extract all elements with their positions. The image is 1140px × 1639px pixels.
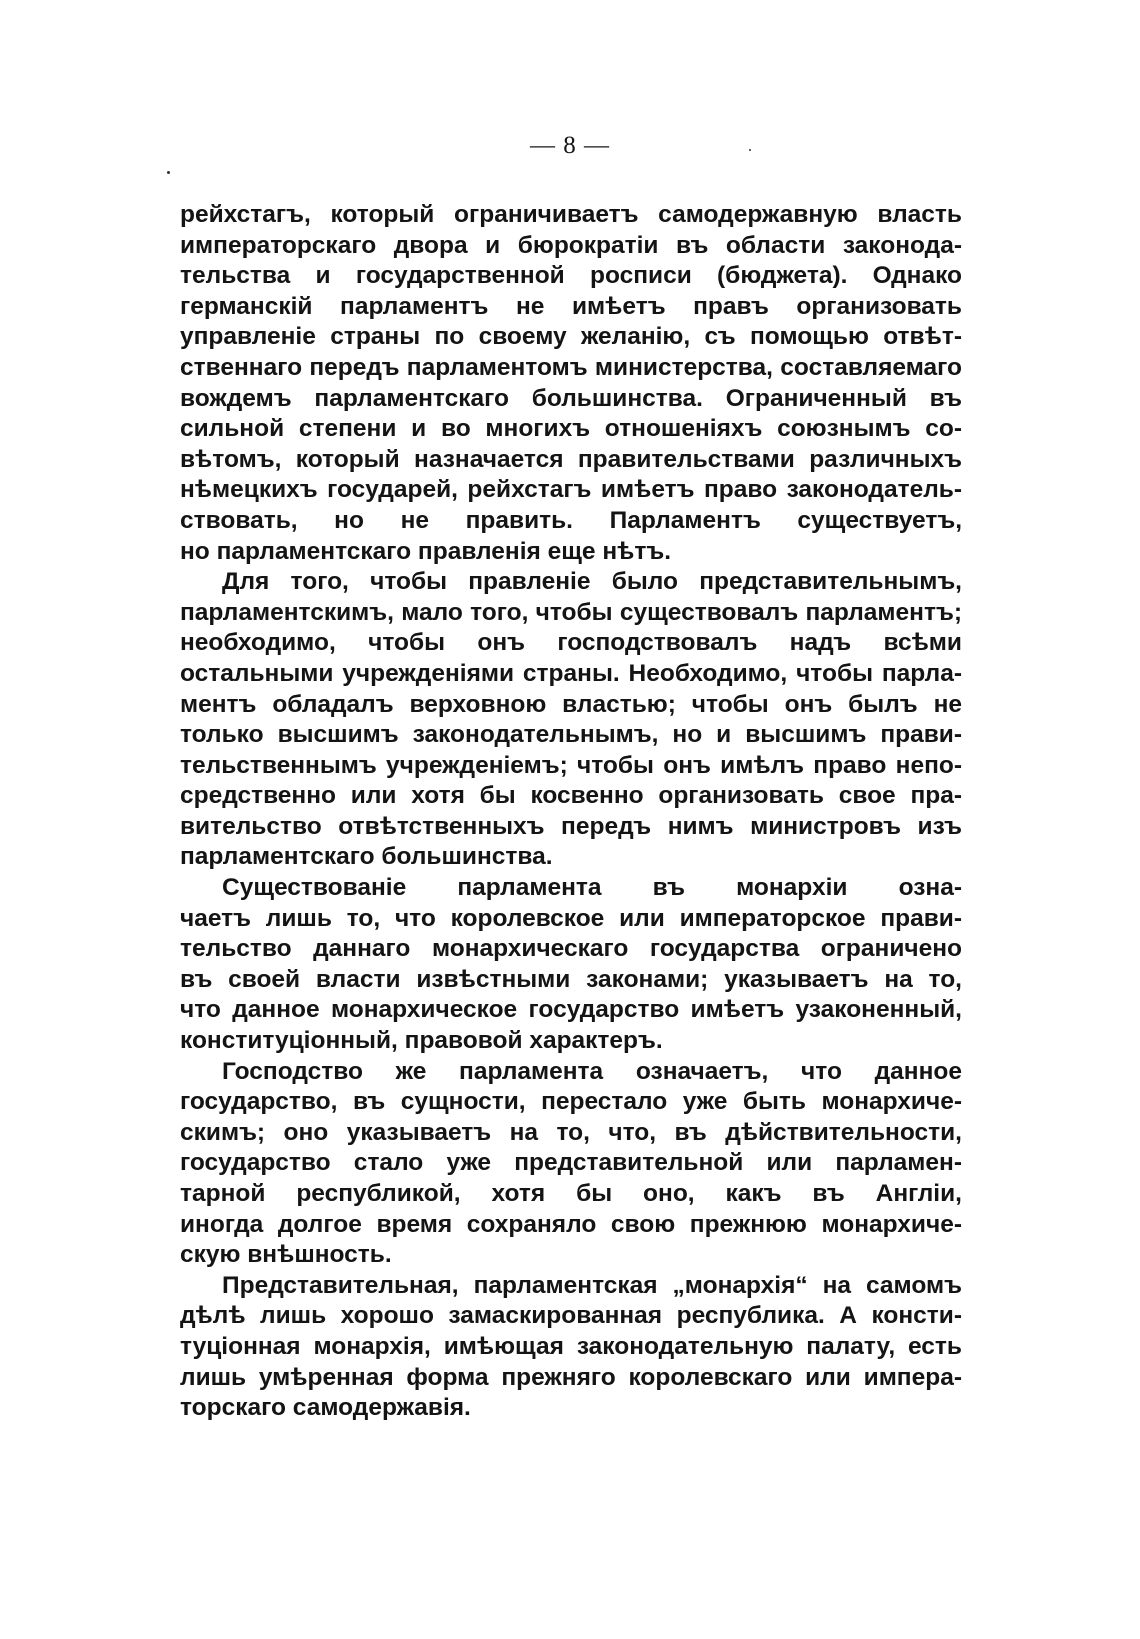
text-line: но парламентскаго правленія еще нѣтъ. bbox=[180, 537, 672, 565]
paragraph bbox=[180, 1271, 962, 1424]
text-line: германскій парламентъ не имѣетъ правъ организовать bbox=[180, 292, 962, 320]
text-line: сильной степени и во многихъ отношеніяхъ союзнымъ со- bbox=[180, 415, 962, 443]
text-line: остальными учрежденіями страны. Необходимо, чтобы парла- bbox=[180, 659, 962, 687]
text-line: государство, въ сущности, перестало уже быть монархиче- bbox=[180, 1088, 962, 1116]
text-line: Существованіе парламента въ монархіи озна- bbox=[222, 874, 962, 902]
text-line: ственнаго передъ парламентомъ министерства, составляемаго bbox=[180, 353, 962, 381]
text-line: Представительная, парламентская „монархія“ на самомъ bbox=[222, 1271, 962, 1299]
text-line: вительство отвѣтственныхъ передъ нимъ министровъ изъ bbox=[180, 812, 962, 840]
paragraph bbox=[180, 873, 962, 1057]
body-text bbox=[180, 200, 962, 1424]
text-line: тарной республикой, хотя бы оно, какъ въ Англіи, bbox=[180, 1180, 962, 1207]
text-line: парламентскаго большинства. bbox=[180, 843, 553, 871]
paragraph bbox=[180, 1057, 962, 1271]
paragraph bbox=[180, 200, 962, 567]
text-line: ментъ обладалъ верховною властью; чтобы онъ былъ не bbox=[180, 690, 962, 718]
text-line: чаетъ лишь то, что королевское или императорское прави- bbox=[180, 904, 962, 932]
text-line: тельство даннаго монархическаго государства ограничено bbox=[180, 935, 962, 963]
page-number: — 8 — bbox=[530, 132, 610, 159]
text-line: нѣмецкихъ государей, рейхстагъ имѣетъ право законодатель- bbox=[180, 476, 962, 504]
paragraph bbox=[180, 567, 962, 873]
text-line: рейхстагъ, который ограничиваетъ самодержавную власть bbox=[180, 201, 962, 228]
text-line: Господство же парламента означаетъ, что данное bbox=[222, 1057, 962, 1085]
text-line: средственно или хотя бы косвенно организовать свое пра- bbox=[180, 782, 962, 810]
print-speck bbox=[749, 149, 751, 151]
text-line: конституціонный, правовой характеръ. bbox=[180, 1027, 663, 1055]
text-line: необходимо, чтобы онъ господствовалъ надъ всѣми bbox=[180, 629, 962, 657]
text-line: дѣлѣ лишь хорошо замаскированная республика. А консти- bbox=[180, 1302, 962, 1330]
text-line: государство стало уже представительной или парламен- bbox=[180, 1149, 962, 1177]
text-line: вождемъ парламентскаго большинства. Ограниченный въ bbox=[180, 384, 962, 412]
text-line: управленіе страны по своему желанію, съ помощью отвѣт- bbox=[180, 323, 962, 351]
print-speck bbox=[167, 171, 170, 174]
text-line: въ своей власти извѣстными законами; указываетъ на то, bbox=[180, 965, 962, 993]
text-line: парламентскимъ, мало того, чтобы существовалъ парламентъ; bbox=[180, 598, 962, 626]
text-line: ствовать, но не править. Парламентъ существуетъ, bbox=[180, 506, 962, 534]
text-line: туціонная монархія, имѣющая законодательную палату, есть bbox=[180, 1332, 962, 1360]
text-line: тельственнымъ учрежденіемъ; чтобы онъ имѣлъ право непо- bbox=[180, 751, 962, 779]
text-line: скую внѣшность. bbox=[180, 1241, 392, 1269]
text-line: скимъ; оно указываетъ на то, что, въ дѣйствительности, bbox=[180, 1118, 962, 1146]
text-line: иногда долгое время сохраняло свою прежнюю монархиче- bbox=[180, 1210, 962, 1238]
text-line: торскаго самодержавія. bbox=[180, 1394, 471, 1422]
text-line: вѣтомъ, который назначается правительствами различныхъ bbox=[180, 445, 962, 473]
text-line: тельства и государственной росписи (бюджета). Однако bbox=[180, 262, 962, 290]
text-line: Для того, чтобы правленіе было представительнымъ, bbox=[222, 568, 962, 596]
text-line: только высшимъ законодательнымъ, но и высшимъ прави- bbox=[180, 721, 962, 749]
text-line: императорскаго двора и бюрократіи въ области законода- bbox=[180, 231, 962, 259]
text-line: что данное монархическое государство имѣетъ узаконенный, bbox=[180, 996, 962, 1024]
text-line: лишь умѣренная форма прежняго королевскаго или импера- bbox=[180, 1363, 962, 1391]
